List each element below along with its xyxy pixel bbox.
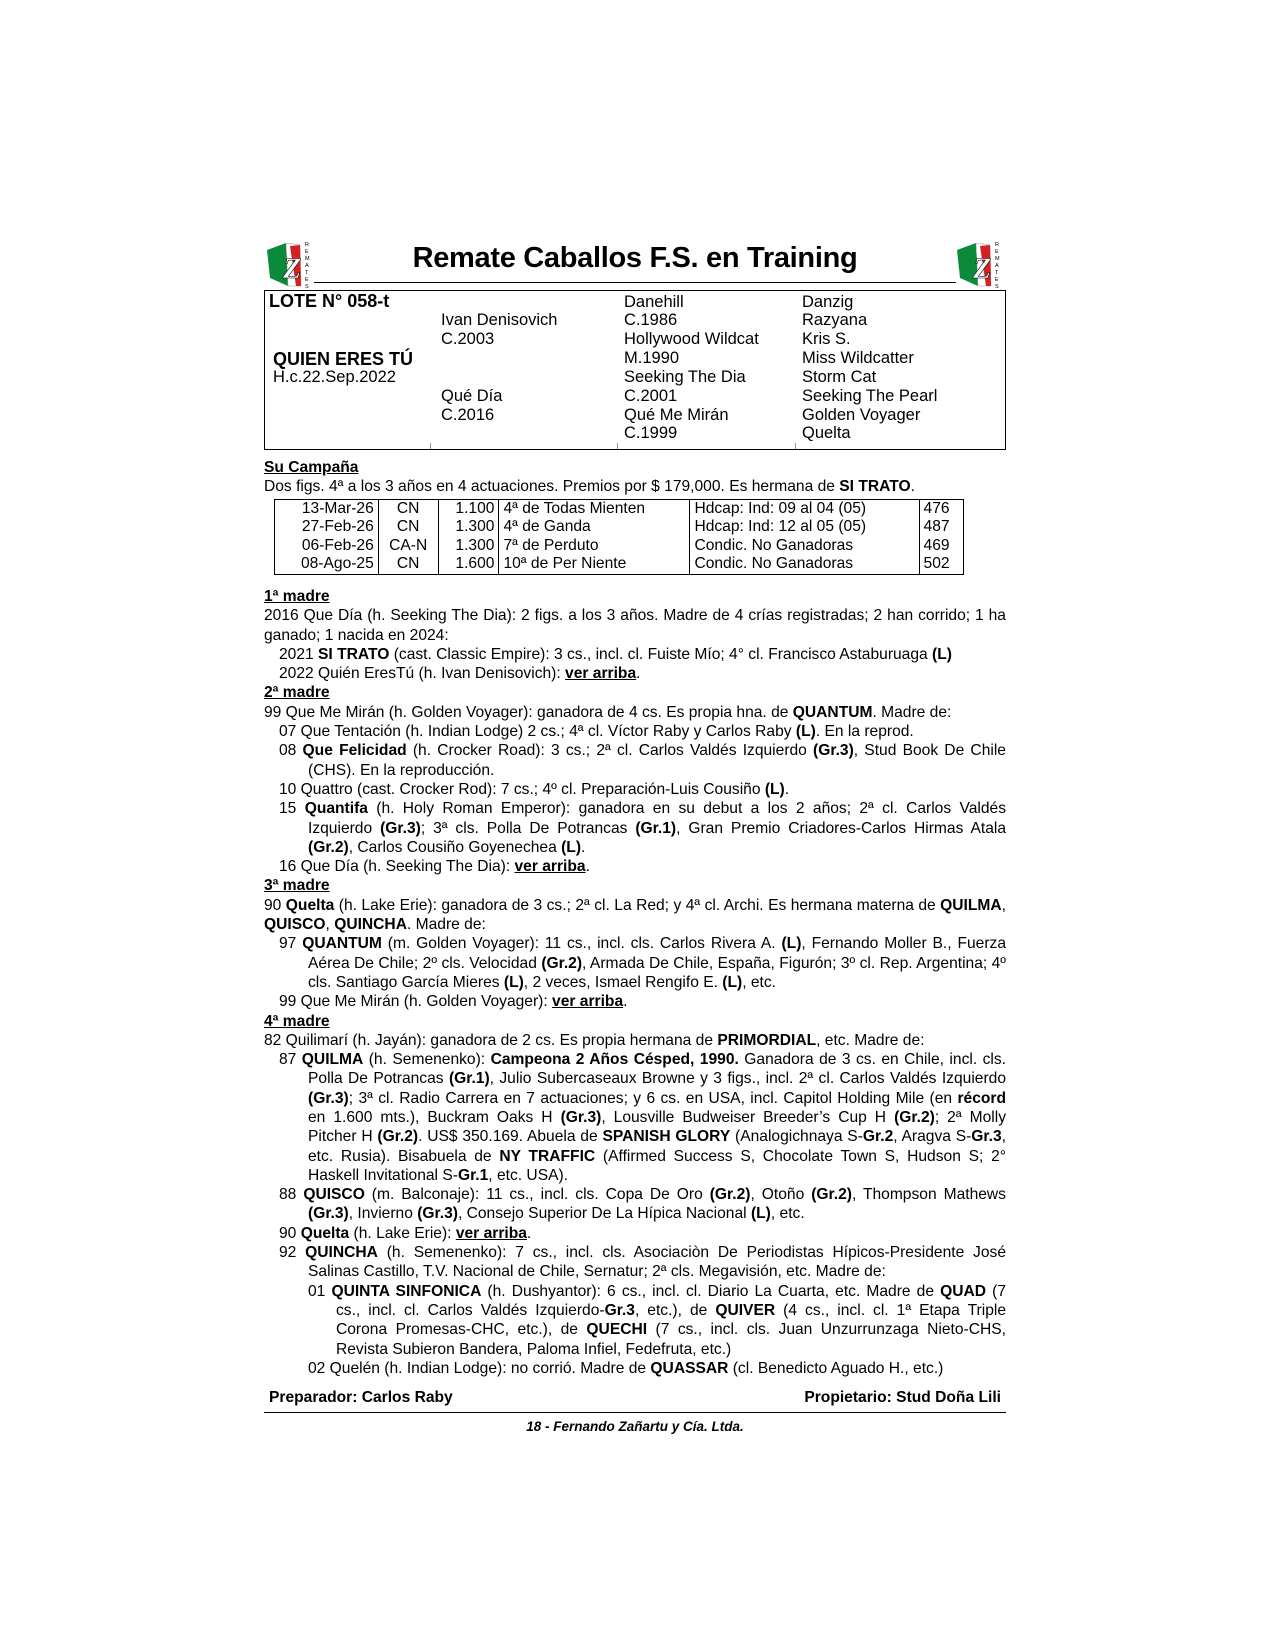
campaign-cell: 13-Mar-26 xyxy=(275,499,379,518)
g3-4: Miss Wildcatter xyxy=(802,349,914,367)
produce-line: 88 QUISCO (m. Balconaje): 11 cs., incl. cls. Copa De Oro (Gr.2), Otoño (Gr.2), Thompson Mathews (Gr.3), Invierno (Gr.3), Consejo Superior De La Hípica Nacional (L), etc. xyxy=(279,1186,1006,1223)
produce-line: 90 Quelta (h. Lake Erie): ver arriba. xyxy=(279,1224,532,1242)
first-dam-section xyxy=(264,587,1006,683)
produce-line: 2022 Quién EresTú (h. Ivan Denisovich): ver arriba. xyxy=(279,665,641,683)
zanartu-logo-right xyxy=(954,238,1006,288)
fourth-dam-section xyxy=(264,1012,1006,1379)
svg-text:A: A xyxy=(305,263,309,269)
campaign-cell: 27-Feb-26 xyxy=(275,518,379,537)
summary-text: Dos figs. 4ª a los 3 años en 4 actuaciones. Premios por $ 179,000. Es hermana de xyxy=(264,478,840,496)
sibling-name: SI TRATO xyxy=(839,478,911,496)
gs1-name: Danehill xyxy=(624,293,684,311)
campaign-cell: CN xyxy=(378,518,438,537)
footer xyxy=(264,1388,1006,1413)
first-dam-title: 1ª madre xyxy=(264,587,330,605)
campaign-cell: 1.600 xyxy=(438,555,499,574)
horse-info: H.c.22.Sep.2022 xyxy=(273,368,396,386)
g3-5: Storm Cat xyxy=(802,368,877,386)
first-dam-intro: 2016 Que Día (h. Seeking The Dia): 2 figs. a los 3 años. Madre de 4 crías registradas; 2 han corrido; 1 ha ganado; 1 nacida en 2024: xyxy=(264,607,1006,644)
gd1-info: M.1990 xyxy=(624,349,680,367)
svg-text:Z: Z xyxy=(283,252,302,285)
lot-number: LOTE N° 058-t xyxy=(269,291,390,311)
campaign-cell: 7ª de Perduto xyxy=(499,537,690,556)
produce-line: 2021 SI TRATO (cast. Classic Empire): 3 cs., incl. cl. Fuiste Mío; 4° cl. Francisco Astaburuaga (L) xyxy=(279,645,952,663)
g3-1: Danzig xyxy=(802,293,854,311)
gs1-info: C.1986 xyxy=(624,311,678,329)
campaign-cell: 4ª de Ganda xyxy=(499,518,690,537)
campaign-cell: CN xyxy=(378,555,438,574)
divider xyxy=(795,443,796,449)
header xyxy=(264,238,1006,290)
produce-line: 01 QUINTA SINFONICA (h. Dushyantor): 6 cs., incl. cl. Diario La Cuarta, etc. Madre de QUAD (7 cs., incl. cl. Carlos Valdés Izquierdo-Gr.3, etc.), de QUIVER (4 cs., incl. cl. 1ª Etapa Triple Corona Promesas-CHC, etc.), de QUECHI (7 cs., incl. cls. Juan Unzurrunzaga Nieto-CHS, Revista Subieron Bandera, Paloma Infiel, Fedefruta, etc.) xyxy=(308,1282,1007,1358)
g3-8: Quelta xyxy=(802,424,851,442)
produce-line: 15 Quantifa (h. Holy Roman Emperor): ganadora en su debut a los 2 años; 2ª cl. Carlos Valdés Izquierdo (Gr.3); 3ª cls. Polla De Potrancas (Gr.1), Gran Premio Criadores-Carlos Hirmas Atala (Gr.2), Carlos Cousiño Goyenechea (L). xyxy=(279,800,1006,856)
campaign-title: Su Campaña xyxy=(264,459,359,476)
campaign-cell: Condic. No Ganadoras xyxy=(690,555,919,574)
third-dam-title: 3ª madre xyxy=(264,877,330,895)
pedigree-box xyxy=(264,290,1006,450)
produce-line: 07 Que Tentación (h. Indian Lodge) 2 cs.; 4ª cl. Víctor Raby y Carlos Raby (L). En la reprod. xyxy=(279,723,914,741)
svg-text:T: T xyxy=(305,270,309,276)
campaign-row xyxy=(275,499,964,518)
produce-line: 92 QUINCHA (h. Semenenko): 7 cs., incl. cls. Asociaciòn De Periodistas Hípicos-Presidente José Salinas Castillo, T.V. Nacional de Chile, Sernatur; 2ª cls. Megavisión, etc. Madre de: xyxy=(279,1244,1006,1281)
page xyxy=(264,238,1006,1434)
svg-text:Z: Z xyxy=(973,252,992,285)
svg-text:M: M xyxy=(995,256,1000,262)
page-number: 18 - Fernando Zañartu y Cía. Ltda. xyxy=(526,1419,744,1435)
campaign-cell: Hdcap: Ind: 12 al 05 (05) xyxy=(690,518,919,537)
owner: Propietario: Stud Doña Lili xyxy=(804,1389,1001,1407)
campaign-section xyxy=(264,458,1006,575)
svg-text:E: E xyxy=(995,249,999,255)
produce-line: 02 Quelén (h. Indian Lodge): no corrió. Madre de QUASSAR (cl. Benedicto Aguado H., etc.) xyxy=(308,1359,944,1377)
g3-6: Seeking The Pearl xyxy=(802,387,938,405)
third-dam-intro: 90 Quelta (h. Lake Erie): ganadora de 3 cs.; 2ª cl. La Red; y 4ª cl. Archi. Es hermana materna de QUILMA, QUISCO, QUINCHA. Madre de: xyxy=(264,896,1006,934)
fourth-dam-intro: 82 Quilimarí (h. Jayán): ganadora de 2 cs. Es propia hermana de PRIMORDIAL, etc. Madre de: xyxy=(264,1031,925,1049)
campaign-table xyxy=(274,499,964,575)
second-dam-title: 2ª madre xyxy=(264,684,330,702)
produce-line: 99 Que Me Mirán (h. Golden Voyager): ver arriba. xyxy=(279,993,628,1011)
dam-info: C.2016 xyxy=(441,406,495,424)
campaign-row xyxy=(275,518,964,537)
campaign-cell: 469 xyxy=(919,537,963,556)
campaign-cell: 1.300 xyxy=(438,537,499,556)
summary-end: . xyxy=(910,478,915,496)
campaign-cell: 08-Ago-25 xyxy=(275,555,379,574)
g3-7: Golden Voyager xyxy=(802,406,921,424)
svg-text:T: T xyxy=(995,270,999,276)
title-rule xyxy=(314,282,956,283)
produce-line: 10 Quattro (cast. Crocker Rod): 7 cs.; 4º cl. Preparación-Luis Cousiño (L). xyxy=(279,780,790,798)
campaign-cell: 487 xyxy=(919,518,963,537)
svg-text:S: S xyxy=(995,284,999,288)
third-dam-section xyxy=(264,876,1006,1011)
zanartu-logo-left xyxy=(264,238,316,288)
svg-text:E: E xyxy=(995,277,999,283)
second-dam-section xyxy=(264,683,1006,876)
divider xyxy=(617,443,618,449)
campaign-cell: Condic. No Ganadoras xyxy=(690,537,919,556)
produce-line: 16 Que Día (h. Seeking The Dia): ver arriba. xyxy=(279,858,590,876)
svg-text:M: M xyxy=(305,256,310,262)
svg-text:S: S xyxy=(305,284,309,288)
divider xyxy=(430,443,431,449)
svg-text:A: A xyxy=(995,263,999,269)
campaign-cell: 06-Feb-26 xyxy=(275,537,379,556)
campaign-summary xyxy=(264,477,1006,496)
campaign-cell: 1.300 xyxy=(438,518,499,537)
svg-text:R: R xyxy=(995,242,999,248)
dam-name: Qué Día xyxy=(441,387,503,405)
gs2-info: C.2001 xyxy=(624,387,678,405)
campaign-row xyxy=(275,555,964,574)
campaign-cell: CN xyxy=(378,499,438,518)
campaign-row xyxy=(275,537,964,556)
document-title: Remate Caballos F.S. en Training xyxy=(412,242,858,274)
svg-text:E: E xyxy=(305,249,309,255)
campaign-cell: 1.100 xyxy=(438,499,499,518)
campaign-cell: 4ª de Todas Mienten xyxy=(499,499,690,518)
produce-line: 97 QUANTUM (m. Golden Voyager): 11 cs., incl. cls. Carlos Rivera A. (L), Fernando Moller B., Fuerza Aérea De Chile; 2º cls. Velocidad (Gr.2), Armada De Chile, España, Figurón; 3º cl. Rep. Argentina; 4º cls. Santiago García Mieres (L), 2 veces, Ismael Rengifo E. (L), etc. xyxy=(279,935,1007,991)
trainer: Preparador: Carlos Raby xyxy=(269,1389,453,1407)
fourth-dam-title: 4ª madre xyxy=(264,1012,330,1030)
campaign-cell: 502 xyxy=(919,555,963,574)
produce-line: 08 Que Felicidad (h. Crocker Road): 3 cs.; 2ª cl. Carlos Valdés Izquierdo (Gr.3), Stud Book De Chile (CHS). En la reproducción. xyxy=(279,742,1006,779)
gs2-name: Seeking The Dia xyxy=(624,368,746,386)
gd1-name: Hollywood Wildcat xyxy=(624,330,759,348)
campaign-cell: Hdcap: Ind: 09 al 04 (05) xyxy=(690,499,919,518)
horse-name: QUIEN ERES TÚ xyxy=(273,349,414,369)
campaign-cell: CA-N xyxy=(378,537,438,556)
sire-info: C.2003 xyxy=(441,330,495,348)
gd2-name: Qué Me Mirán xyxy=(624,406,729,424)
g3-3: Kris S. xyxy=(802,330,851,348)
sire-name: Ivan Denisovich xyxy=(441,311,558,329)
g3-2: Razyana xyxy=(802,311,868,329)
svg-text:R: R xyxy=(305,242,309,248)
produce-line: 87 QUILMA (h. Semenenko): Campeona 2 Años Césped, 1990. Ganadora de 3 cs. en Chile, incl. cls. Polla De Potrancas (Gr.1), Julio Subercaseaux Browne y 3 figs., incl. 2ª cl. Carlos Valdés Izquierdo (Gr.3); 3ª cl. Radio Carrera en 7 actuaciones; y 6 cs. en USA, incl. Capitol Holding Mile (en récord en 1.600 mts.), Buckram Oaks H (Gr.3), Lousville Budweiser Breeder’s Cup H (Gr.2); 2ª Molly Pitcher H (Gr.2). US$ 350.169. Abuela de SPANISH GLORY (Analogichnaya S-Gr.2, Aragva S-Gr.3, etc. Rusia). Bisabuela de NY TRAFFIC (Affirmed Success S, Chocolate Town S, Hudson S; 2° Haskell Invitational S-Gr.1, etc. USA). xyxy=(279,1051,1007,1184)
campaign-cell: 10ª de Per Niente xyxy=(499,555,690,574)
svg-text:E: E xyxy=(305,277,309,283)
campaign-cell: 476 xyxy=(919,499,963,518)
second-dam-intro: 99 Que Me Mirán (h. Golden Voyager): ganadora de 4 cs. Es propia hna. de QUANTUM. Madre de: xyxy=(264,703,952,721)
gd2-info: C.1999 xyxy=(624,424,678,442)
